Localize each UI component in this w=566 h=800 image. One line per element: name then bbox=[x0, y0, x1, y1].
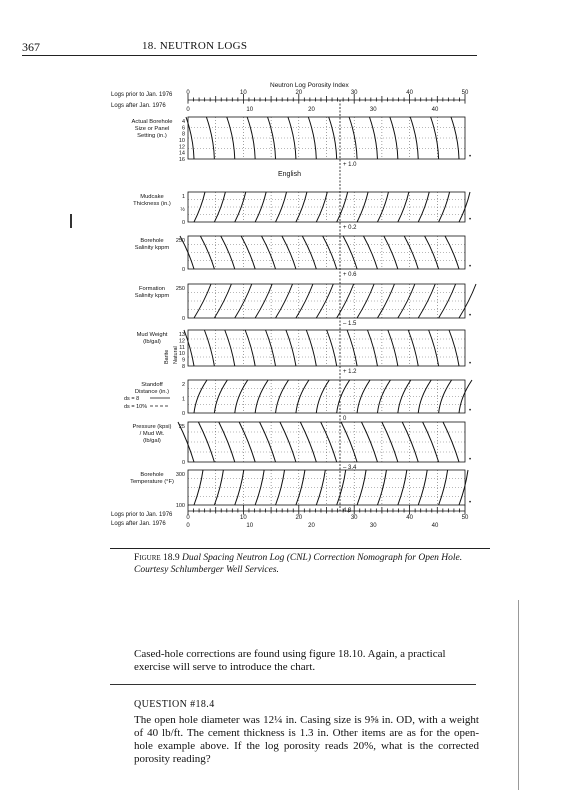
correction-curve bbox=[337, 284, 354, 318]
correction-curve bbox=[449, 330, 459, 366]
correction-curve bbox=[276, 470, 285, 505]
correction-curve bbox=[214, 284, 231, 318]
caption-rule bbox=[110, 548, 490, 549]
panel-legend-entry: ds = 8 bbox=[124, 396, 140, 402]
panel-title: Distance (in.) bbox=[134, 389, 170, 395]
scale-tick-label: 0 bbox=[186, 107, 190, 113]
caption-text: Dual Spacing Neutron Log (CNL) Correction Nomograph for Open Hole. Courtesy Schlumberger Well Services. bbox=[134, 553, 463, 575]
correction-curve bbox=[194, 470, 203, 505]
page-number: 367 bbox=[22, 40, 40, 54]
panel-title: Temperature (°F) bbox=[130, 479, 174, 485]
correction-curve bbox=[268, 117, 276, 159]
scale-row-bottom-label: Logs after Jan. 1976 bbox=[111, 103, 166, 109]
correction-curve bbox=[260, 422, 276, 462]
correction-curve bbox=[443, 422, 459, 462]
panel-axis-tick: 250 bbox=[175, 238, 185, 244]
correction-curve bbox=[418, 284, 435, 318]
panel-title: Formation bbox=[138, 286, 166, 292]
correction-curve bbox=[239, 422, 255, 462]
correction-curve bbox=[235, 284, 252, 318]
panel-axis-tick: 100 bbox=[175, 503, 185, 509]
panel-axis-tick: 13 bbox=[178, 332, 185, 338]
bottom-scale-row-bottom-label: Logs after Jan. 1976 bbox=[111, 521, 166, 527]
correction-curve bbox=[316, 284, 333, 318]
correction-marker: 0 bbox=[343, 416, 347, 422]
panel-title: (lb/gal) bbox=[143, 438, 161, 444]
correction-marker: + 1.2 bbox=[343, 369, 357, 375]
correction-curve bbox=[288, 117, 296, 159]
panel-axis-tick: 2 bbox=[181, 382, 185, 388]
scale-tick-label: 0 bbox=[186, 90, 190, 96]
correction-curve bbox=[214, 192, 225, 222]
scale-tick-label: 20 bbox=[308, 523, 315, 529]
reference-dot: • bbox=[469, 264, 472, 270]
correction-curve bbox=[245, 330, 255, 366]
panel-title: (lb/gal) bbox=[143, 339, 161, 345]
correction-curve bbox=[341, 422, 357, 462]
panel-axis-tick: 0 bbox=[181, 267, 185, 273]
panel-axis-tick: 9 bbox=[181, 357, 185, 364]
scale-tick-label: 0 bbox=[186, 515, 190, 521]
panel-axis-tick: 16 bbox=[178, 157, 185, 163]
scale-tick-label: 40 bbox=[406, 515, 413, 521]
reference-dot: • bbox=[469, 457, 472, 463]
panel-title: / Mud Wt. bbox=[139, 431, 165, 437]
correction-curve bbox=[390, 117, 398, 159]
panel-title: Thickness (in.) bbox=[133, 201, 171, 207]
scale-tick-label: 10 bbox=[246, 107, 254, 113]
panel-axis-tick: 8 bbox=[181, 364, 185, 370]
scale-tick-label: 30 bbox=[350, 515, 358, 521]
panel-title: Standoff bbox=[141, 382, 163, 388]
panel-axis-tick: 12 bbox=[178, 144, 185, 151]
correction-curve bbox=[266, 330, 276, 366]
correction-curve bbox=[398, 284, 415, 318]
panel-title: Borehole bbox=[140, 238, 164, 244]
panel-axis-tick: 1 bbox=[181, 194, 185, 200]
scale-tick-label: 20 bbox=[295, 515, 303, 521]
correction-marker: – 3.4 bbox=[343, 465, 357, 471]
correction-curve bbox=[255, 470, 264, 505]
panel-axis-tick: 14 bbox=[178, 150, 185, 157]
scale-tick-label: 30 bbox=[369, 107, 377, 113]
correction-curve bbox=[206, 117, 214, 159]
panel-title: Mudcake bbox=[140, 194, 164, 200]
question-body: The open hole diameter was 12¼ in. Casing size is 9⅝ in. OD, with a weight of 40 lb/ft. The cement thickness is 1.3 in. Other items are as for the open-hole example above. If the log porosity reads 20%, what is the corrected porosity reading? bbox=[134, 714, 479, 765]
panel-axis-tick: 0 bbox=[181, 460, 185, 466]
panel-axis-tick: 0 bbox=[181, 411, 185, 417]
correction-marker: + 0.2 bbox=[343, 225, 357, 231]
panel-title: Pressure (kpsi) bbox=[132, 424, 172, 430]
scale-tick-label: 40 bbox=[406, 90, 413, 96]
panel-axis-tick: 1 bbox=[181, 396, 185, 403]
reference-dot: • bbox=[469, 154, 472, 160]
correction-marker: – 1.5 bbox=[343, 321, 357, 327]
scale-title: Neutron Log Porosity Index bbox=[270, 82, 349, 89]
panel-axis-tick: 0 bbox=[181, 220, 185, 226]
caption-label: Figure 18.9 bbox=[134, 553, 180, 563]
reference-dot: • bbox=[469, 361, 472, 367]
panel-axis-tick: 10 bbox=[178, 138, 185, 144]
reference-dot: • bbox=[469, 217, 472, 223]
panel-axis-tick: 10 bbox=[178, 351, 185, 358]
correction-curve bbox=[214, 380, 227, 413]
correction-curve bbox=[410, 117, 418, 159]
panel-title: Salinity kppm bbox=[134, 245, 170, 251]
panel-side-label: Natural bbox=[173, 346, 179, 364]
question-rule bbox=[110, 684, 476, 685]
correction-curve bbox=[357, 470, 366, 505]
reference-dot: • bbox=[469, 500, 472, 506]
correction-marker: 4.3 bbox=[343, 508, 352, 514]
panel-title: Mud Weight bbox=[136, 332, 168, 338]
margin-mark bbox=[70, 214, 72, 228]
scale-tick-label: 10 bbox=[246, 523, 254, 529]
correction-curve bbox=[459, 470, 468, 505]
correction-marker: + 1.0 bbox=[343, 162, 357, 168]
correction-curve bbox=[276, 380, 289, 413]
correction-curve bbox=[369, 117, 377, 159]
panel-axis-tick: 12 bbox=[178, 338, 185, 345]
panel-title: Salinity kppm bbox=[134, 293, 170, 299]
panel-axis-tick: 11 bbox=[179, 344, 185, 351]
correction-curve bbox=[316, 380, 329, 413]
question-title: QUESTION #18.4 bbox=[134, 699, 215, 710]
scale-row-top-label: Logs prior to Jan. 1976 bbox=[111, 92, 173, 98]
panel-title: Size or Panel bbox=[134, 126, 170, 132]
correction-curve bbox=[296, 470, 305, 505]
panel-axis-tick: 0 bbox=[181, 316, 185, 322]
scale-tick-label: 40 bbox=[431, 523, 439, 529]
panel-axis-tick: 25 bbox=[178, 424, 185, 430]
english-label: English bbox=[278, 171, 301, 178]
panel-title: Setting (in.) bbox=[137, 133, 167, 139]
panel-axis-tick: 250 bbox=[175, 286, 185, 292]
correction-curve bbox=[347, 330, 357, 366]
correction-curve bbox=[398, 470, 407, 505]
correction-curve bbox=[296, 284, 313, 318]
scale-tick-label: 10 bbox=[240, 90, 247, 96]
correction-curve bbox=[194, 284, 211, 318]
panel-legend-entry: ds = 10% bbox=[124, 404, 148, 410]
panel-title: Borehole bbox=[140, 472, 164, 478]
panel-axis-tick: 8 bbox=[181, 131, 185, 138]
panel-axis-tick: ½ bbox=[180, 207, 185, 213]
panel-axis-tick: 4 bbox=[181, 119, 185, 125]
reference-dot: • bbox=[469, 408, 472, 414]
correction-curve bbox=[308, 117, 316, 159]
correction-curve bbox=[418, 380, 431, 413]
margin-mark bbox=[518, 600, 519, 790]
scale-tick-label: 50 bbox=[461, 90, 469, 96]
panel-side-label: Barite bbox=[164, 349, 170, 364]
correction-curve bbox=[377, 470, 386, 505]
bottom-scale-row-top-label: Logs prior to Jan. 1976 bbox=[111, 512, 173, 518]
correction-curve bbox=[439, 284, 456, 318]
figure-caption bbox=[134, 552, 484, 576]
panel-axis-tick: 6 bbox=[181, 125, 185, 132]
scale-tick-label: 30 bbox=[369, 523, 377, 529]
correction-marker: + 0.6 bbox=[343, 272, 357, 278]
correction-curve bbox=[361, 422, 377, 462]
panel-axis-tick: 300 bbox=[175, 472, 185, 478]
correction-curve bbox=[186, 117, 194, 159]
reference-dot: • bbox=[469, 313, 472, 319]
scale-tick-label: 20 bbox=[308, 107, 315, 113]
chapter-title: 18. NEUTRON LOGS bbox=[142, 40, 248, 52]
panel-title: Actual Borehole bbox=[131, 119, 173, 125]
body-paragraph: Cased-hole corrections are found using figure 18.10. Again, a practical exercise will serve to introduce the chart. bbox=[134, 648, 446, 673]
scale-tick-label: 50 bbox=[461, 515, 469, 521]
scale-tick-label: 30 bbox=[350, 90, 358, 96]
scale-tick-label: 0 bbox=[186, 523, 190, 529]
scale-tick-label: 40 bbox=[431, 107, 439, 113]
scale-tick-label: 20 bbox=[295, 90, 303, 96]
scale-tick-label: 10 bbox=[240, 515, 247, 521]
